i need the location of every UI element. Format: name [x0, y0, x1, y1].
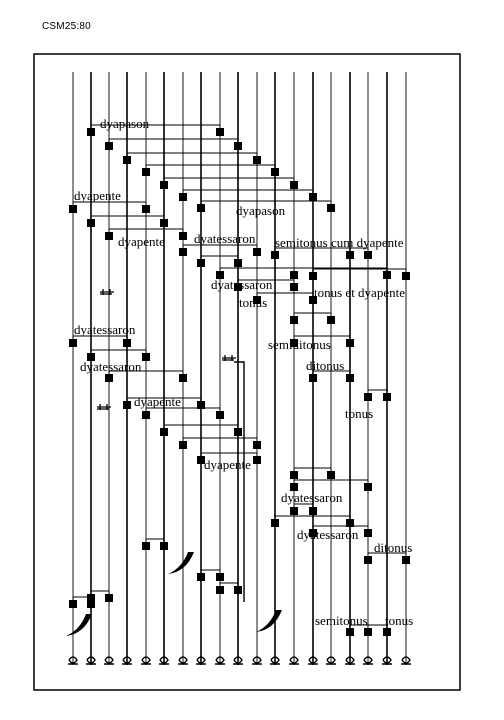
label-semitonus-cum-dyapente: semitonus cum dyapente [275, 235, 404, 250]
note-mark [69, 205, 77, 213]
note-mark [160, 219, 168, 227]
note-mark [105, 142, 113, 150]
note-mark [327, 471, 335, 479]
note-mark [160, 428, 168, 436]
note-mark [253, 441, 261, 449]
label-dyapente-3: dyapente [134, 394, 181, 409]
clef-glyph [100, 289, 114, 295]
label-ditonus-2: ditonus [374, 540, 413, 555]
label-tonus-1: tonus [239, 295, 268, 310]
note-mark [290, 271, 298, 279]
note-mark [179, 374, 187, 382]
label-dyatessaron-5: dyatessaron [281, 490, 343, 505]
interval-connectors [73, 125, 406, 632]
note-mark [309, 507, 317, 515]
note-mark [216, 128, 224, 136]
long-bracket [234, 362, 244, 602]
note-mark [346, 374, 354, 382]
note-mark [327, 316, 335, 324]
label-dyapente-4: dyapente [204, 457, 251, 472]
label-dyatessaron-6: dyatessaron [297, 527, 359, 542]
label-dyatessaron-4: dyatessaron [80, 359, 142, 374]
note-mark [197, 204, 205, 212]
note-mark [309, 193, 317, 201]
note-mark [123, 156, 131, 164]
note-mark [346, 251, 354, 259]
note-mark [197, 259, 205, 267]
note-mark [327, 204, 335, 212]
note-mark [179, 441, 187, 449]
note-mark [383, 271, 391, 279]
note-mark [346, 339, 354, 347]
note-mark [216, 573, 224, 581]
page-identifier: CSM25:80 [42, 21, 91, 32]
label-dyapason-2: dyapason [236, 203, 286, 218]
label-semiditonus: semiditonus [268, 337, 331, 352]
note-mark [123, 339, 131, 347]
note-mark [105, 232, 113, 240]
note-mark [179, 232, 187, 240]
note-mark [271, 519, 279, 527]
note-mark [402, 272, 410, 280]
label-tonus-et-dyapente: tonus et dyapente [314, 285, 405, 300]
note-mark [234, 428, 242, 436]
note-mark [290, 507, 298, 515]
note-mark [142, 353, 150, 361]
note-mark [290, 471, 298, 479]
note-mark [364, 556, 372, 564]
note-mark [364, 251, 372, 259]
label-semitonus: semitonus [315, 613, 368, 628]
crescent-glyph [256, 610, 282, 632]
note-mark [87, 600, 95, 608]
label-dyatessaron-2: dyatessaron [211, 277, 273, 292]
note-mark [105, 374, 113, 382]
note-mark [364, 483, 372, 491]
note-mark [346, 628, 354, 636]
note-mark [346, 519, 354, 527]
note-mark [290, 316, 298, 324]
label-dyapente-1: dyapente [74, 188, 121, 203]
note-mark [364, 628, 372, 636]
note-mark [142, 411, 150, 419]
note-mark [290, 181, 298, 189]
note-mark [383, 393, 391, 401]
label-dyatessaron-3: dyatessaron [74, 322, 136, 337]
note-mark [69, 600, 77, 608]
label-tonus-3: tonus [385, 613, 414, 628]
note-mark [364, 529, 372, 537]
crescent-glyph [168, 552, 194, 574]
note-mark [69, 339, 77, 347]
note-mark [142, 205, 150, 213]
note-mark [364, 393, 372, 401]
note-mark [253, 248, 261, 256]
note-mark [179, 193, 187, 201]
note-mark [290, 283, 298, 291]
note-mark [234, 586, 242, 594]
label-dyapason-1: dyapason [100, 116, 150, 131]
note-mark [216, 411, 224, 419]
label-ditonus-1: ditonus [306, 358, 345, 373]
note-mark [234, 259, 242, 267]
note-mark [87, 219, 95, 227]
note-mark [87, 128, 95, 136]
note-mark [234, 142, 242, 150]
note-mark [309, 374, 317, 382]
note-mark [142, 168, 150, 176]
note-letters-row [68, 657, 411, 664]
note-mark [383, 628, 391, 636]
note-mark [197, 573, 205, 581]
note-mark [309, 272, 317, 280]
note-mark [160, 181, 168, 189]
note-mark [142, 542, 150, 550]
label-dyapente-2: dyapente [118, 234, 165, 249]
note-mark [160, 542, 168, 550]
note-mark [253, 156, 261, 164]
note-mark [105, 594, 113, 602]
note-mark [271, 168, 279, 176]
note-mark [271, 251, 279, 259]
clef-glyph [222, 355, 236, 361]
crescent-glyph [66, 614, 92, 636]
note-mark [197, 401, 205, 409]
label-dyatessaron-1: dyatessaron [194, 231, 256, 246]
note-mark [253, 456, 261, 464]
note-mark [402, 556, 410, 564]
note-mark [123, 401, 131, 409]
note-mark [216, 586, 224, 594]
label-tonus-2: tonus [345, 406, 374, 421]
note-mark [179, 248, 187, 256]
